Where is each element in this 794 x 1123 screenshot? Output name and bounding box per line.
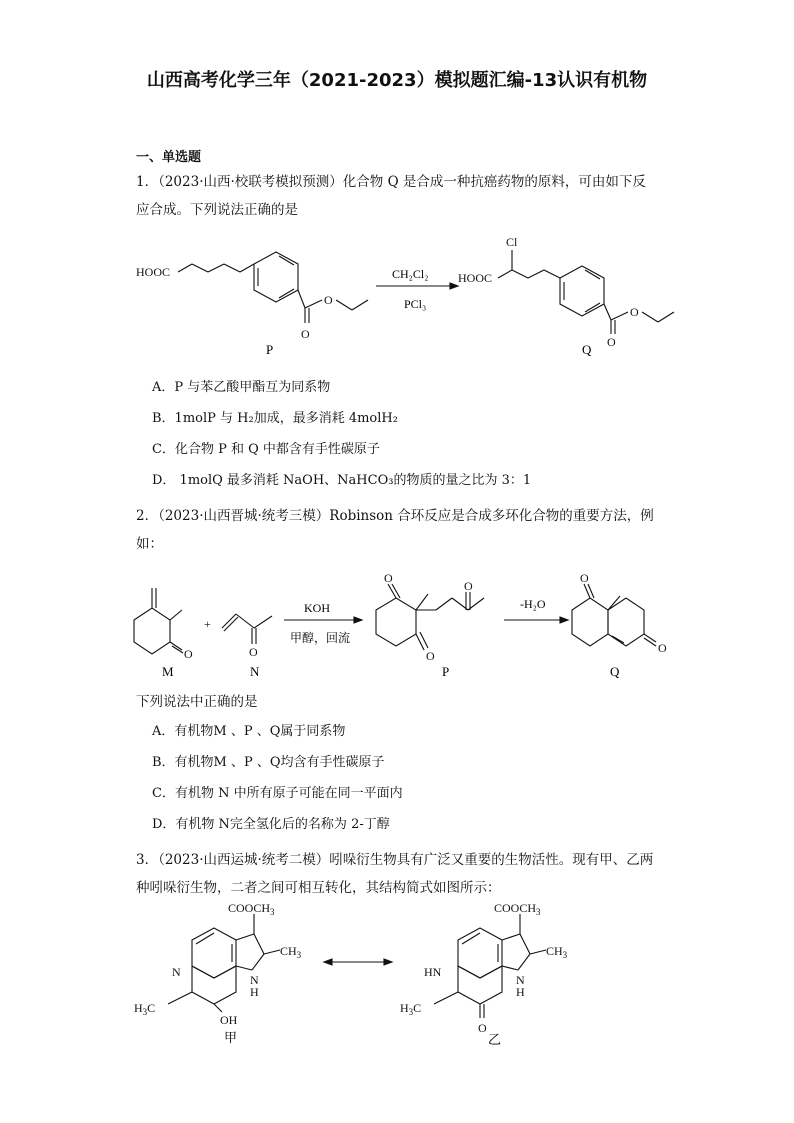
q3-label-jia: 甲 xyxy=(224,1030,238,1045)
svg-text:HOOC: HOOC xyxy=(136,265,171,279)
svg-text:N: N xyxy=(250,973,259,987)
q1-option-a[interactable]: A．P 与苯乙酸甲酯互为同系物 xyxy=(152,380,331,395)
svg-text:OH: OH xyxy=(220,1013,238,1027)
q2-reagent-top: KOH xyxy=(304,601,330,615)
q3-structures xyxy=(128,900,688,1050)
svg-text:O: O xyxy=(426,649,435,663)
q3-label-yi: 乙 xyxy=(488,1032,502,1047)
svg-text:H3C: $H_3C$ xyxy=(400,1001,422,1017)
svg-text:CH3: $CH_3$ xyxy=(280,944,302,960)
svg-text:COOCH3: $COOCH_3$ xyxy=(228,901,275,917)
q2-option-a[interactable]: A．有机物M 、P 、Q属于同系物 xyxy=(152,724,346,739)
svg-text:O: O xyxy=(324,293,333,307)
q2-label-n: N xyxy=(250,664,260,679)
q3-stem-line1: 3．（2023·山西运城·统考二模）吲哚衍生物具有广泛又重要的生物活性。现有甲、乙两 xyxy=(136,852,654,868)
q1-reaction-scheme xyxy=(130,228,700,368)
q2-question: 下列说法中正确的是 xyxy=(136,694,258,710)
svg-text:H: H xyxy=(516,985,525,999)
q1-stem-line2: 应合成。下列说法正确的是 xyxy=(136,202,298,218)
q1-reagent-top: CH₂Cl₂ xyxy=(392,267,429,281)
svg-text:O: O xyxy=(184,647,193,661)
q2-stem-line2: 如： xyxy=(136,536,163,552)
svg-text:N: N xyxy=(516,973,525,987)
q2-option-c[interactable]: C．有机物 N 中所有原子可能在同一平面内 xyxy=(152,786,403,801)
q1-stem-line1: 1．（2023·山西·校联考模拟预测）化合物 Q 是合成一种抗癌药物的原料，可由如下反 xyxy=(136,174,646,190)
svg-text:O: O xyxy=(658,641,667,655)
svg-text:H: H xyxy=(250,985,259,999)
q2-reagent-dehydration: -H₂O xyxy=(520,597,546,611)
q1-option-b[interactable]: B．1molP 与 H₂加成，最多消耗 4molH₂ xyxy=(152,411,398,426)
q1-option-d[interactable]: D． 1molQ 最多消耗 NaOH、NaHCO₃的物质的量之比为 3：1 xyxy=(152,473,532,488)
q2-stem-line1: 2．（2023·山西晋城·统考三模）Robinson 合环反应是合成多环化合物的重要方法，例 xyxy=(136,508,654,524)
svg-text:O: O xyxy=(630,305,639,319)
q2-label-p: P xyxy=(442,664,450,679)
q1-reagent-bottom: PCl₃ xyxy=(404,297,427,311)
svg-text:O: O xyxy=(384,571,393,585)
page-title: 山西高考化学三年（2021-2023）模拟题汇编-13认识有机物 xyxy=(146,70,648,91)
section-heading: 一、单选题 xyxy=(136,150,202,165)
q2-option-b[interactable]: B．有机物M 、P 、Q均含有手性碳原子 xyxy=(152,755,385,770)
svg-text:CH3: $CH_3$ xyxy=(546,944,568,960)
svg-text:HOOC: HOOC xyxy=(458,271,493,285)
svg-text:O: O xyxy=(249,645,258,659)
svg-text:+: + xyxy=(204,617,211,631)
svg-text:O: O xyxy=(478,1021,487,1035)
svg-text:Cl: Cl xyxy=(506,235,518,249)
svg-text:H3C: $H_3C$ xyxy=(134,1001,156,1017)
q3-stem-line2: 种吲哚衍生物，二者之间可相互转化，其结构简式如图所示： xyxy=(136,880,501,896)
svg-text:O: O xyxy=(580,571,589,585)
q2-option-d[interactable]: D．有机物 N完全氢化后的名称为 2-丁醇 xyxy=(152,817,390,832)
svg-text:COOCH3: $COOCH_3$ xyxy=(494,901,541,917)
q2-reagent-bottom: 甲醇，回流 xyxy=(290,631,351,645)
q2-label-q: Q xyxy=(610,664,620,679)
q1-label-q: Q xyxy=(582,342,592,357)
q2-reaction-scheme xyxy=(126,562,686,686)
svg-text:O: O xyxy=(464,579,473,593)
svg-text:N: N xyxy=(172,965,181,979)
q2-label-m: M xyxy=(162,664,174,679)
q1-option-c[interactable]: C．化合物 P 和 Q 中都含有手性碳原子 xyxy=(152,442,380,457)
svg-text:O: O xyxy=(607,335,616,349)
q1-label-p: P xyxy=(266,342,274,357)
svg-text:O: O xyxy=(301,327,310,341)
svg-text:HN: HN xyxy=(424,965,442,979)
